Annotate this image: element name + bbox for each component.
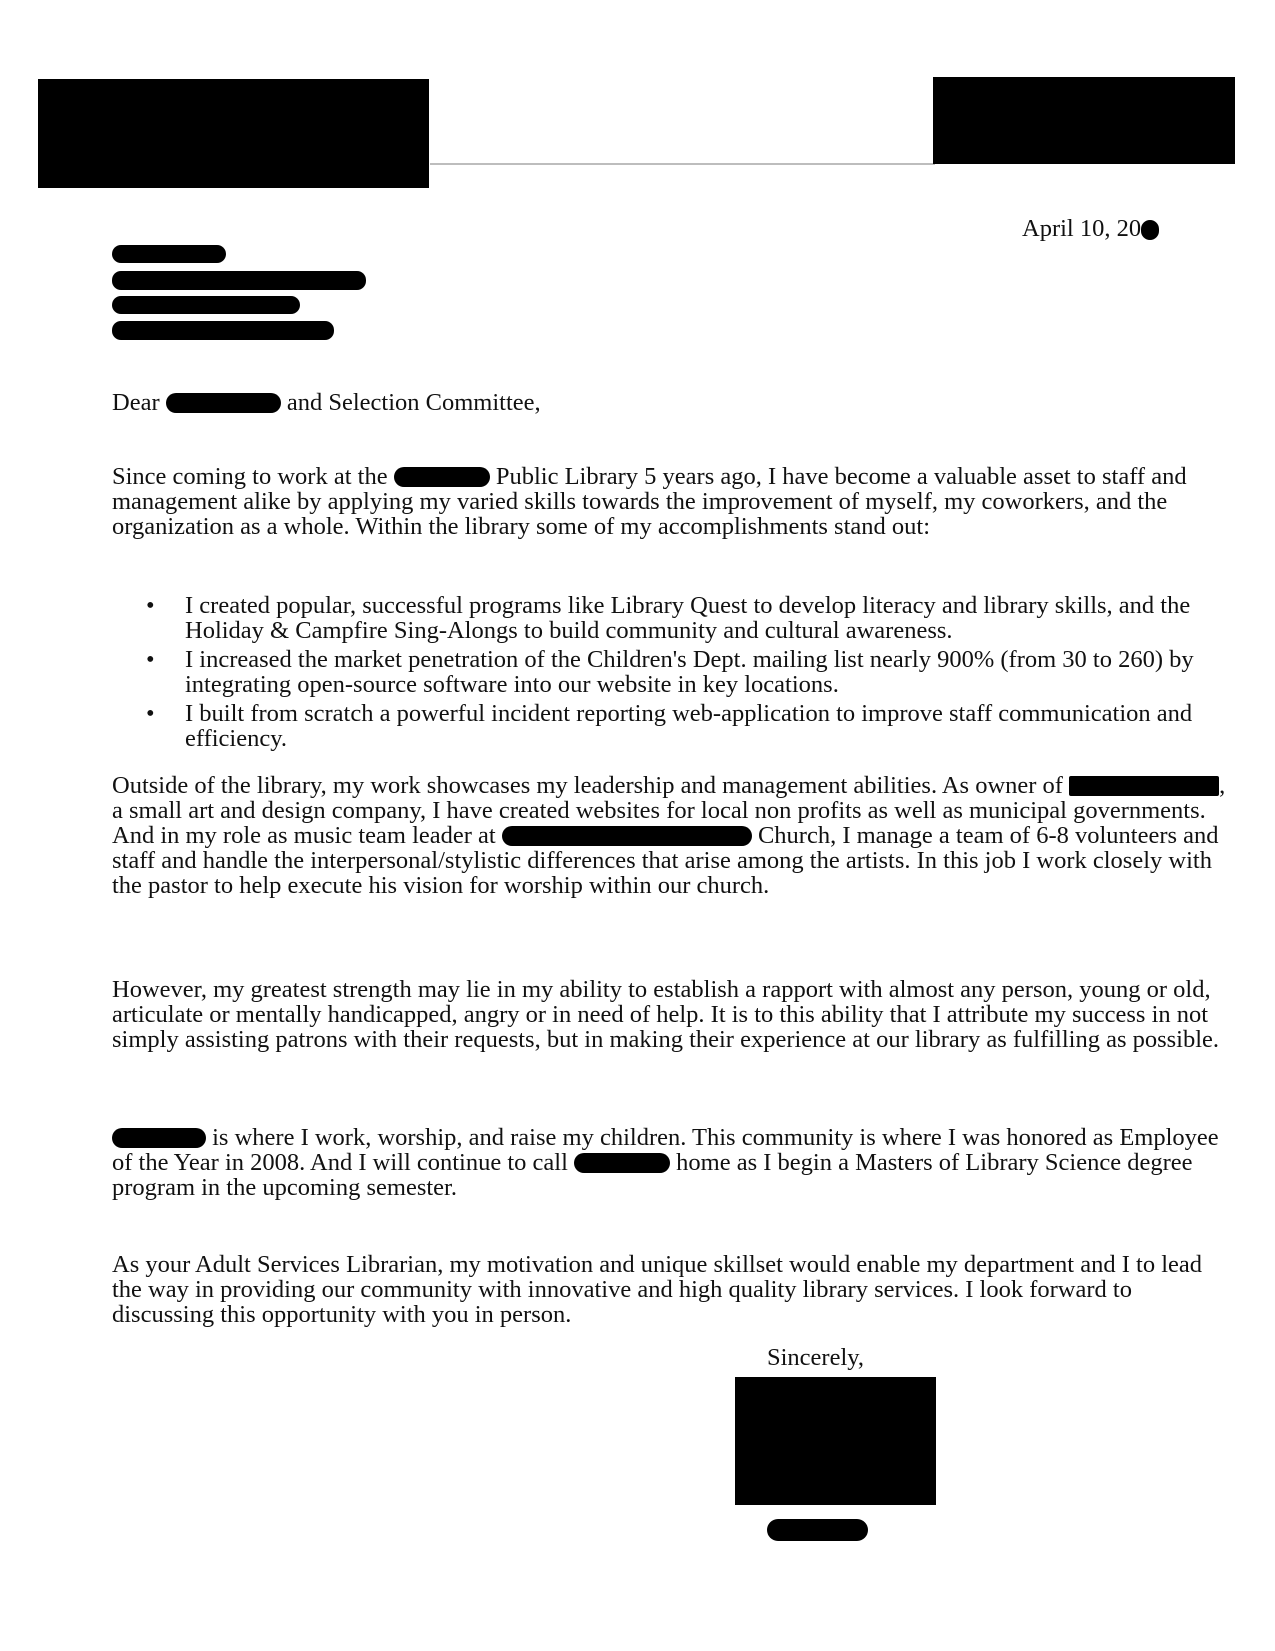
paragraph-outside-library xyxy=(112,773,1232,898)
intro-text-a: Since coming to work at the xyxy=(112,463,394,490)
community-text-b: home as I begin a Masters of Library Science degree program in the upcoming semester. xyxy=(112,1149,1193,1201)
letter-date xyxy=(1022,216,1159,241)
church-name-redaction xyxy=(502,826,752,846)
letterhead-left-redaction xyxy=(38,79,429,188)
library-name-redaction xyxy=(394,467,490,487)
paragraph-closing: As your Adult Services Librarian, my motivation and unique skillset would enable my department and I to lead the way in providing our community with innovative and high quality library services. I look forward to discussing this opportunity with you in person. xyxy=(112,1251,1203,1328)
recipient-street-redaction xyxy=(112,296,300,314)
bullet-glyph: • xyxy=(146,700,155,727)
recipient-library-redaction xyxy=(112,271,366,290)
town-name-redaction-2 xyxy=(574,1153,670,1173)
company-name-redaction xyxy=(1069,776,1219,796)
recipient-name-redaction xyxy=(112,245,226,263)
recipient-city-redaction xyxy=(112,321,334,340)
bullet-glyph: • xyxy=(146,592,155,619)
outside-text-b: , a small art and design company, I have created websites for local non profits as well as municipal governments. And in my role as music team leader at xyxy=(112,772,1226,849)
signer-name-redaction xyxy=(767,1519,868,1541)
salutation-start: Dear xyxy=(112,389,166,416)
list-item-text: I built from scratch a powerful incident reporting web-application to improve staff communication and efficiency. xyxy=(185,700,1193,752)
date-text: April 10, 20 xyxy=(1022,215,1142,242)
list-item-text: I increased the market penetration of the Children's Dept. mailing list nearly 900% (from 30 to 260) by integrating open-source software into our website in key locations. xyxy=(185,646,1194,698)
letterhead-right-redaction xyxy=(933,77,1235,164)
list-item xyxy=(112,701,1242,751)
date-year-redaction xyxy=(1141,220,1159,240)
bullet-glyph: • xyxy=(146,646,155,673)
community-text-a: is where I work, worship, and raise my children. This community is where I was honored as Employee of the Year in 2008. And I will continue to call xyxy=(112,1124,1219,1176)
town-name-redaction xyxy=(112,1128,206,1148)
closing-sincerely: Sincerely, xyxy=(767,1344,865,1371)
paragraph-community xyxy=(112,1125,1232,1200)
list-item-text: I created popular, successful programs like Library Quest to develop literacy and library skills, and the Holiday & Campfire Sing-Alongs to build community and cultural awareness. xyxy=(185,592,1191,644)
salutation xyxy=(112,390,1232,415)
salutation-name-redaction xyxy=(166,393,281,413)
accomplishments-list xyxy=(112,593,1242,755)
paragraph-strength: However, my greatest strength may lie in my ability to establish a rapport with almost any person, young or old, articulate or mentally handicapped, angry or in need of help. It is to this ability that I attribute my success in not simply assisting patrons with their requests, but in making their experience at our library as fulfilling as possible. xyxy=(112,976,1220,1053)
outside-text-a: Outside of the library, my work showcases my leadership and management abilities. As owner of xyxy=(112,772,1070,799)
salutation-end: and Selection Committee, xyxy=(280,389,541,416)
intro-text-b: Public Library 5 years ago, I have become a valuable asset to staff and management alike by applying my varied skills towards the improvement of myself, my coworkers, and the organization as a whole. Within the library some of my accomplishments stand out: xyxy=(112,463,1187,540)
paragraph-intro xyxy=(112,464,1232,539)
list-item xyxy=(112,593,1242,643)
outside-text-c: Church, I manage a team of 6-8 volunteers and staff and handle the interpersonal/stylistic differences that arise among the artists. In this job I work closely with the pastor to help execute his vision for worship within our church. xyxy=(112,822,1219,899)
signature-redaction xyxy=(735,1377,936,1505)
list-item xyxy=(112,647,1242,697)
letterhead-rule xyxy=(430,163,935,165)
